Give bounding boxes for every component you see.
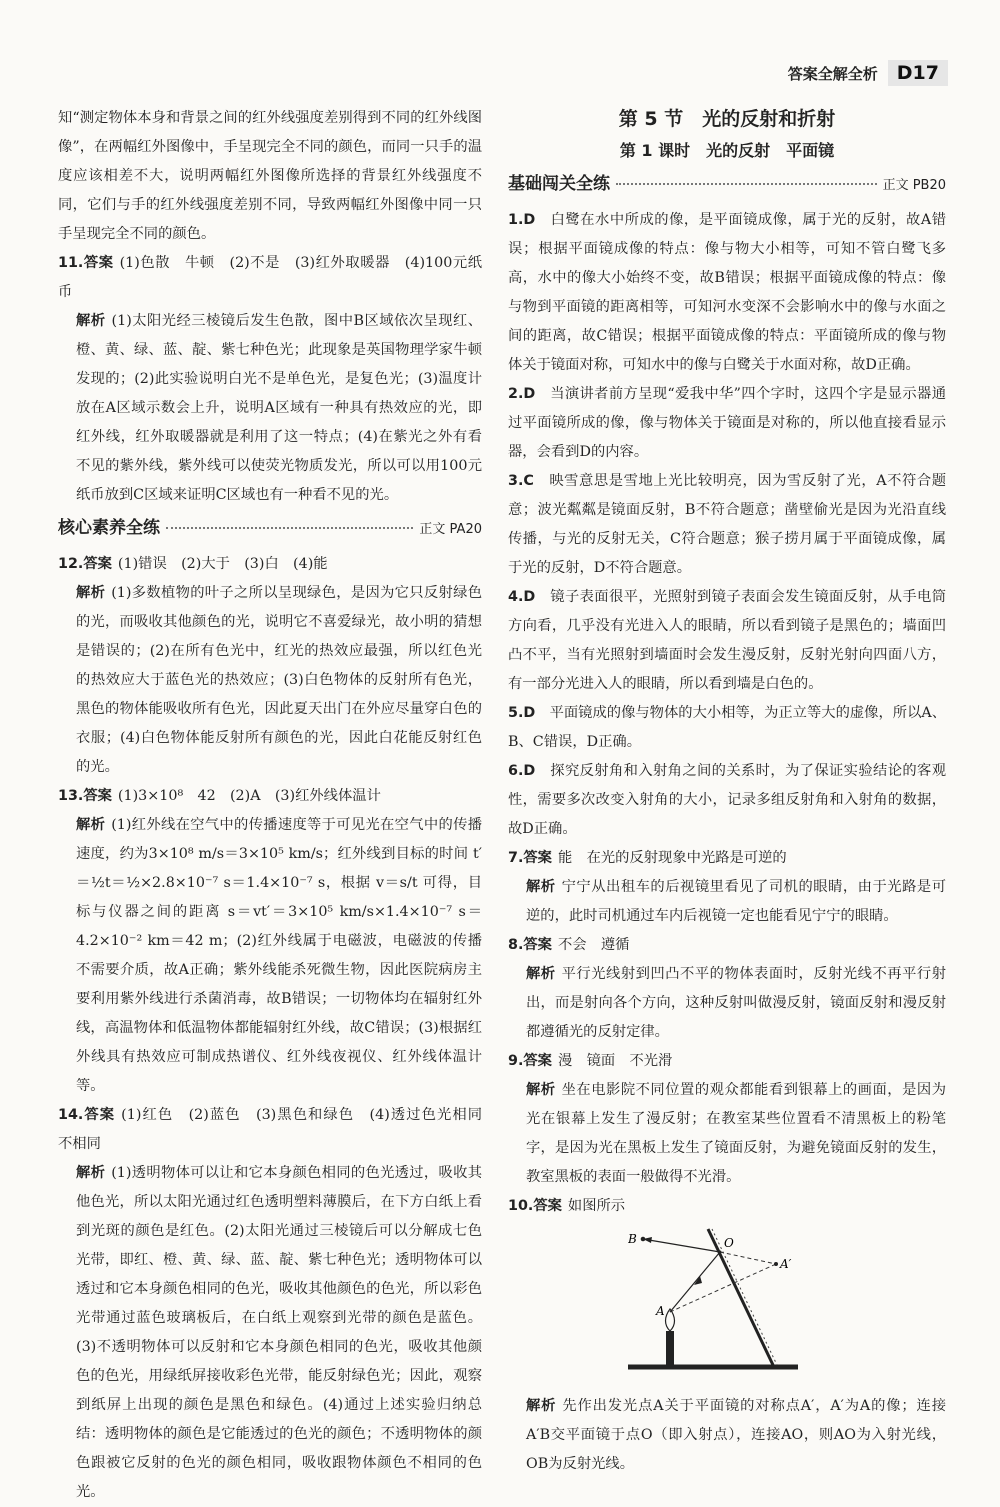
analysis-text: (1)太阳光经三棱镜后发生色散，图中B区域依次呈现红、橙、黄、绿、蓝、靛、紫七种色光；此现象是英国物理学家牛顿发现的；(2)此实验说明白光不是单色光，是复色光；(3)温度计放在A区域示数会上升，说明A区域有一种具有热效应的光，即红外线，红外取暖器就是利用了这一特点；(4)在紫光之外有看不见的紫外线，紫外线可以使荧光物质发光，所以可以用100元纸币放到C区域来证明C区域也有一种看不见的光。: [76, 313, 483, 503]
section-title-main: 第 5 节 光的反射和折射: [618, 108, 836, 130]
item-text: 镜子表面很平，光照射到镜子表面会发生镜面反射，从手电筒方向看，几乎没有光进入人的眼睛，所以看到镜子是黑色的；墙面凹凸不平，当有光照射到墙面时会发生漫反射，反射光射向四面八方，有一部分光进入人的眼睛，所以看到墙是白色的。: [508, 589, 947, 692]
question-number: 7.: [508, 850, 524, 866]
question-13: [58, 782, 482, 1101]
analysis-text: (1)多数植物的叶子之所以呈现绿色，是因为它只反射绿色的光，而吸收其他颜色的光，说明它不喜爱绿光，故小明的猜想是错误的；(2)在所有色光中，红光的热效应最强，所以红色光的热效应大于蓝色光的热效应；(3)白色物体的反射所有色光，黑色的物体能吸收所有色光，因此夏天出门在外应尽量穿白色的衣服；(4)白色物体能反射所有颜色的光，因此白花能反射红色的光。: [76, 585, 483, 775]
question-12: [58, 550, 482, 782]
analysis-text: 先作出发光点A关于平面镜的对称点A′，A′为A的像；连接A′B交平面镜于点O（即入射点），连接AO，则AO为入射光线，OB为反射光线。: [526, 1398, 947, 1472]
answer-tag: 答案: [533, 1198, 562, 1214]
item-number: 1.D: [508, 212, 536, 228]
right-column: [508, 104, 946, 1479]
candle-flame: [666, 1309, 675, 1331]
page-code: D17: [888, 60, 948, 86]
question-number: 14.: [58, 1107, 84, 1123]
section-header-core: [58, 514, 482, 544]
header-title: 答案全解全析: [787, 64, 878, 83]
question-8: [508, 931, 946, 1047]
lesson-title: 第 1 课时 光的反射 平面镜: [619, 141, 835, 160]
section-header-basic: [508, 170, 946, 200]
section-divider: [166, 527, 413, 529]
section-ref: 正文 PA20: [419, 522, 482, 537]
reflected-ray: [643, 1239, 720, 1252]
item-6: [508, 757, 946, 844]
reflection-diagram: [628, 1227, 828, 1377]
answer-tag: 答案: [83, 556, 112, 572]
question-7: [508, 844, 946, 931]
answer-tag: 答案: [83, 255, 114, 271]
plane-mirror: [708, 1229, 773, 1365]
item-number: 3.C: [508, 473, 534, 489]
virtual-ray: [720, 1252, 776, 1264]
candle-body: [666, 1331, 674, 1367]
section-title: 核心素养全练: [58, 518, 160, 538]
analysis-tag: 解析: [526, 1082, 556, 1098]
analysis-tag: 解析: [526, 1398, 557, 1414]
question-number: 13.: [58, 788, 84, 804]
answer-text: 不会 遵循: [557, 937, 630, 953]
question-9: [508, 1047, 946, 1192]
question-number: 10.: [508, 1198, 534, 1214]
analysis-text: 宁宁从出租车的后视镜里看见了司机的眼睛，由于光路是可逆的，此时司机通过车内后视镜一定也能看见宁宁的眼睛。: [526, 879, 946, 924]
answer-tag: 答案: [523, 1053, 552, 1069]
question-number: 8.: [508, 937, 524, 953]
item-text: 白鹭在水中所成的像，是平面镜成像，属于光的反射，故A错误；根据平面镜成像的特点：像与物大小相等，可知不管白鹭飞多高，水中的像大小始终不变，故B错误；根据平面镜成像的特点：像与物到平面镜的距离相等，可知河水变深不会影响水中的像与水面之间的距离，故C错误；根据平面镜成像的特点：平面镜所成的像与物体关于镜面对称，可知水中的像与白鹭关于水面对称，故D正确。: [508, 212, 946, 373]
item-2: [508, 380, 946, 467]
page-header: [788, 58, 948, 88]
analysis-tag: 解析: [76, 1165, 106, 1181]
incident-ray: [670, 1252, 720, 1312]
answer-tag: 答案: [83, 788, 112, 804]
item-text: 探究反射角和入射角之间的关系时，为了保证实验结论的客观性，需要多次改变入射角的大小，记录多组反射角和入射角的数据，故D正确。: [508, 763, 947, 837]
section-ref: 正文 PB20: [882, 178, 946, 193]
answer-tag: 答案: [523, 937, 552, 953]
answer-tag: 答案: [523, 850, 552, 866]
analysis-text: 平行光线射到凹凸不平的物体表面时，反射光线不再平行射出，而是射向各个方向，这种反射叫做漫反射，镜面反射和漫反射都遵循光的反射定律。: [526, 966, 946, 1040]
question-number: 12.: [58, 556, 84, 572]
question-number: 11.: [58, 255, 84, 271]
question-number: 9.: [508, 1053, 524, 1069]
label-b: B: [628, 1232, 637, 1246]
answer-text: 如图所示: [567, 1198, 626, 1214]
analysis-text: (1)透明物体可以让和它本身颜色相同的色光透过，吸收其他色光，所以太阳光通过红色透明塑料薄膜后，在下方白纸上看到光斑的颜色是红色。(2)太阳光通过三棱镜后可以分解成七色光带，即红、橙、黄、绿、蓝、靛、紫七种色光；透明物体可以透过和它本身颜色相同的色光，吸收其他颜色的色光，所以彩色光带通过蓝色玻璃板后，在白纸上观察到光带的颜色是蓝色。(3)不透明物体可以反射和它本身颜色相同的色光，吸收其他颜色的色光，用绿纸屏接收彩色光带，能反射绿色光；因此，观察到纸屏上出现的颜色是黑色和绿色。(4)通过上述实验归纳总结：透明物体的颜色是它能透过的色光的颜色；不透明物体的颜色跟被它反射的色光的颜色相同，吸收跟物体颜色不相同的色光。: [76, 1165, 483, 1500]
question-11: [58, 249, 482, 510]
question-10: [508, 1192, 946, 1479]
question-14: [58, 1101, 497, 1507]
label-a-prime: A′: [780, 1257, 792, 1271]
item-text: 平面镜成的像与物体的大小相等，为正立等大的虚像，所以A、B、C错误，D正确。: [508, 705, 947, 750]
label-a: A: [656, 1304, 665, 1318]
item-number: 6.D: [508, 763, 536, 779]
item-text: 当演讲者前方呈现“爱我中华”四个字时，这四个字是显示器通过平面镜所成的像，像与物体关于镜面是对称的，所以他直接看显示器，会看到D的内容。: [508, 386, 946, 460]
item-text: 映雪意思是雪地上光比较明亮，因为雪反射了光，A不符合题意；波光粼粼是镜面反射，B不符合题意；凿壁偷光是因为光沿直线传播，与光的反射无关，C符合题意；猴子捞月属于平面镜成像，属于光的反射，D不符合题意。: [508, 473, 947, 576]
analysis-tag: 解析: [76, 585, 106, 601]
answer-text: (1)3×10⁸ 42 (2)A (3)红外线体温计: [117, 788, 381, 804]
symmetry-line: [670, 1264, 776, 1312]
item-3: [508, 467, 946, 583]
left-column: [58, 104, 497, 1507]
analysis-tag: 解析: [526, 966, 556, 982]
answer-text: (1)错误 (2)大于 (3)白 (4)能: [117, 556, 328, 572]
answer-tag: 答案: [83, 1107, 116, 1123]
analysis-tag: 解析: [76, 313, 106, 329]
answer-text: 能 在光的反射现象中光路是可逆的: [557, 850, 787, 866]
item-number: 5.D: [508, 705, 536, 721]
item-1: [508, 206, 946, 380]
answer-text: 漫 镜面 不光滑: [557, 1053, 673, 1069]
label-o: O: [724, 1236, 734, 1250]
section-divider: [616, 183, 877, 185]
answer-text: (1)红色 (2)蓝色 (3)黑色和绿色 (4)透过色光相同 不相同: [58, 1107, 497, 1152]
section-title: 基础闯关全练: [508, 174, 610, 194]
item-4: [508, 583, 946, 699]
analysis-text: 坐在电影院不同位置的观众都能看到银幕上的画面，是因为光在银幕上发生了漫反射；在教室某些位置看不清黑板上的粉笔字，是因为光在黑板上发生了镜面反射，为避免镜面反射的发生，教室黑板的表面一般做得不光滑。: [526, 1082, 946, 1185]
item-number: 4.D: [508, 589, 536, 605]
answer-text: (1)色散 牛顿 (2)不是 (3)红外取暖器 (4)100元纸币: [58, 255, 483, 300]
analysis-tag: 解析: [76, 817, 106, 833]
analysis-tag: 解析: [526, 879, 556, 895]
item-5: [508, 699, 946, 757]
intro-paragraph: 知“测定物体本身和背景之间的红外线强度差别得到不同的红外线图像”，在两幅红外图像中，手呈现完全不同的颜色，而同一只手的温度应该相差不大，说明两幅红外图像所选择的背景红外线强度不同，它们与手的红外线强度差别不同，导致两幅红外图像中同一只手呈现完全不同的颜色。: [58, 110, 482, 242]
item-number: 2.D: [508, 386, 536, 402]
analysis-text: (1)红外线在空气中的传播速度等于可见光在空气中的传播速度，约为3×10⁸ m/s＝3×10⁵ km/s；红外线到目标的时间 t′＝½t＝½×2.8×10⁻⁷ s＝1.4×10⁻⁷ s，根据 v＝s/t 可得，目标与仪器之间的距离 s＝vt′＝3×10⁵ km/s×1.4×10⁻⁷ s＝4.2×10⁻² km＝42 m；(2)红外线属于电磁波，电磁波的传播不需要介质，故A正确；紫外线能杀死微生物，因此医院病房主要利用紫外线进行杀菌消毒，故B错误；一切物体均在辐射红外线，高温物体和低温物体都能辐射红外线，故C错误；(3)根据红外线具有热效应可制成热谱仪、红外线夜视仪、红外线体温计等。: [76, 817, 483, 1094]
